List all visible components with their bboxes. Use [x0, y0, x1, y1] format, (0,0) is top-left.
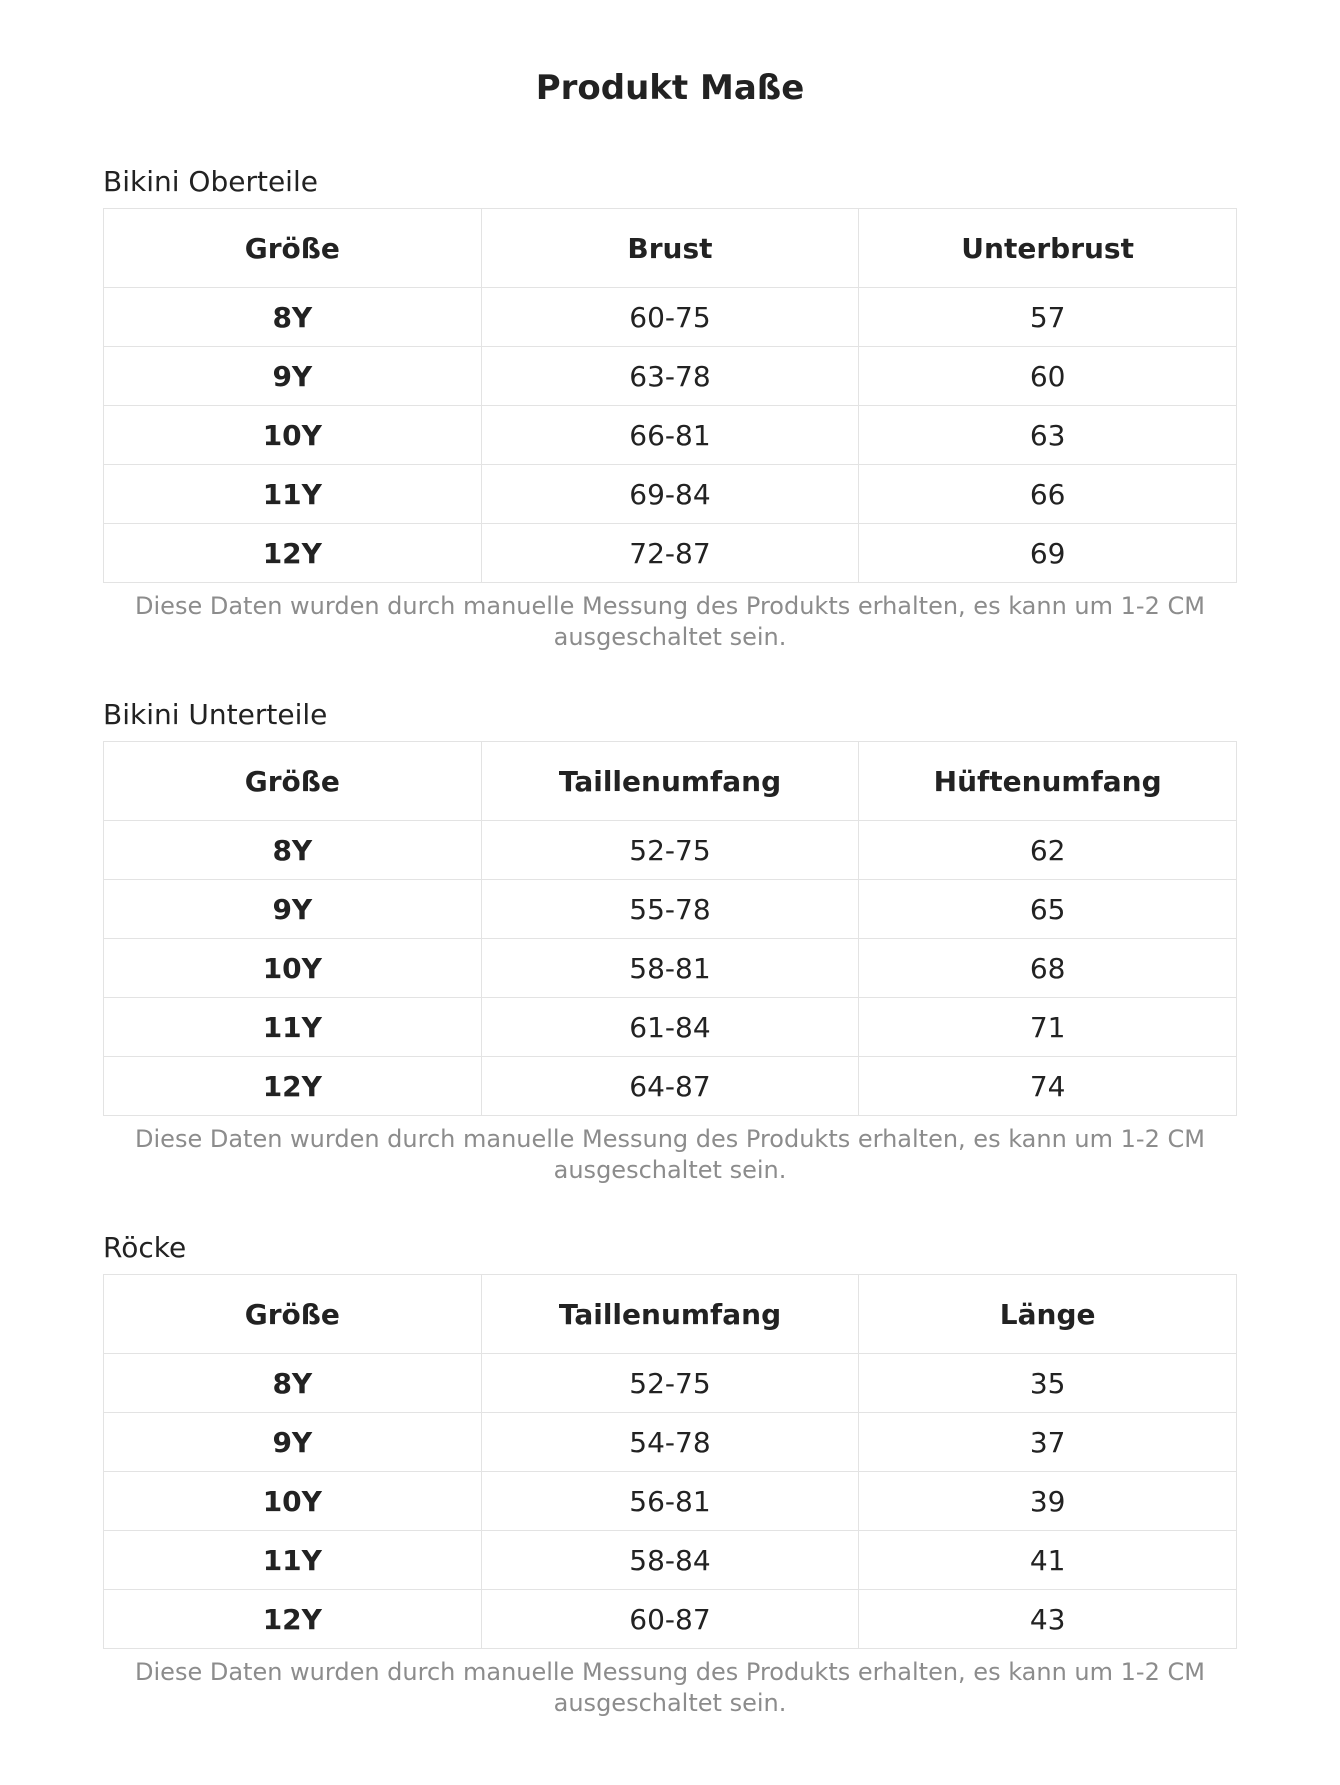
page-title: Produkt Maße	[535, 68, 805, 108]
table-cell: 52-75	[481, 1354, 859, 1413]
table-header-row	[104, 1275, 1237, 1354]
section-skirts	[103, 1230, 1237, 1719]
size-cell: 12Y	[104, 1057, 482, 1116]
column-header: Größe	[104, 742, 482, 821]
table-row	[104, 406, 1237, 465]
table-cell: 55-78	[481, 880, 859, 939]
column-header: Brust	[481, 209, 859, 288]
table-cell: 63	[859, 406, 1237, 465]
size-cell: 12Y	[104, 524, 482, 583]
column-header: Größe	[104, 1275, 482, 1354]
table-cell: 58-84	[481, 1531, 859, 1590]
table-row	[104, 880, 1237, 939]
size-table	[103, 741, 1237, 1116]
table-row	[104, 288, 1237, 347]
table-row	[104, 1590, 1237, 1649]
size-cell: 12Y	[104, 1590, 482, 1649]
table-cell: 68	[859, 939, 1237, 998]
table-cell: 71	[859, 998, 1237, 1057]
column-header: Größe	[104, 209, 482, 288]
size-cell: 8Y	[104, 288, 482, 347]
section-bikini-tops	[103, 164, 1237, 653]
size-cell: 9Y	[104, 1413, 482, 1472]
column-header: Unterbrust	[859, 209, 1237, 288]
table-row	[104, 1354, 1237, 1413]
table-cell: 54-78	[481, 1413, 859, 1472]
table-cell: 64-87	[481, 1057, 859, 1116]
column-header: Taillenumfang	[481, 742, 859, 821]
table-row	[104, 1531, 1237, 1590]
size-cell: 8Y	[104, 1354, 482, 1413]
table-cell: 60	[859, 347, 1237, 406]
table-header-row	[104, 209, 1237, 288]
column-header: Taillenumfang	[481, 1275, 859, 1354]
table-cell: 61-84	[481, 998, 859, 1057]
size-cell: 9Y	[104, 880, 482, 939]
table-cell: 37	[859, 1413, 1237, 1472]
size-table	[103, 208, 1237, 583]
table-row	[104, 1057, 1237, 1116]
table-cell: 74	[859, 1057, 1237, 1116]
measurement-note: Diese Daten wurden durch manuelle Messung des Produkts erhalten, es kann um 1-2 CM ausgeschaltet sein.	[135, 1125, 1205, 1184]
table-cell: 69-84	[481, 465, 859, 524]
column-header: Länge	[859, 1275, 1237, 1354]
table-cell: 52-75	[481, 821, 859, 880]
table-cell: 72-87	[481, 524, 859, 583]
column-header: Hüftenumfang	[859, 742, 1237, 821]
size-cell: 11Y	[104, 998, 482, 1057]
table-row	[104, 1413, 1237, 1472]
table-row	[104, 998, 1237, 1057]
table-row	[104, 524, 1237, 583]
section-title: Bikini Oberteile	[103, 165, 318, 198]
table-cell: 66	[859, 465, 1237, 524]
table-row	[104, 1472, 1237, 1531]
table-cell: 60-75	[481, 288, 859, 347]
table-cell: 60-87	[481, 1590, 859, 1649]
measurement-note: Diese Daten wurden durch manuelle Messung des Produkts erhalten, es kann um 1-2 CM ausgeschaltet sein.	[135, 592, 1205, 651]
table-cell: 63-78	[481, 347, 859, 406]
size-cell: 9Y	[104, 347, 482, 406]
table-cell: 57	[859, 288, 1237, 347]
table-cell: 58-81	[481, 939, 859, 998]
table-cell: 41	[859, 1531, 1237, 1590]
measurement-note: Diese Daten wurden durch manuelle Messung des Produkts erhalten, es kann um 1-2 CM ausgeschaltet sein.	[135, 1658, 1205, 1717]
table-cell: 56-81	[481, 1472, 859, 1531]
section-title: Röcke	[103, 1231, 187, 1264]
size-cell: 8Y	[104, 821, 482, 880]
table-row	[104, 821, 1237, 880]
table-row	[104, 465, 1237, 524]
table-header-row	[104, 742, 1237, 821]
table-row	[104, 347, 1237, 406]
table-cell: 62	[859, 821, 1237, 880]
table-cell: 66-81	[481, 406, 859, 465]
size-cell: 11Y	[104, 465, 482, 524]
section-title: Bikini Unterteile	[103, 698, 328, 731]
table-cell: 35	[859, 1354, 1237, 1413]
table-cell: 43	[859, 1590, 1237, 1649]
table-row	[104, 939, 1237, 998]
table-cell: 65	[859, 880, 1237, 939]
table-cell: 69	[859, 524, 1237, 583]
size-cell: 11Y	[104, 1531, 482, 1590]
section-bikini-bottoms	[103, 697, 1237, 1186]
size-cell: 10Y	[104, 1472, 482, 1531]
size-cell: 10Y	[104, 406, 482, 465]
table-cell: 39	[859, 1472, 1237, 1531]
size-cell: 10Y	[104, 939, 482, 998]
size-table	[103, 1274, 1237, 1649]
